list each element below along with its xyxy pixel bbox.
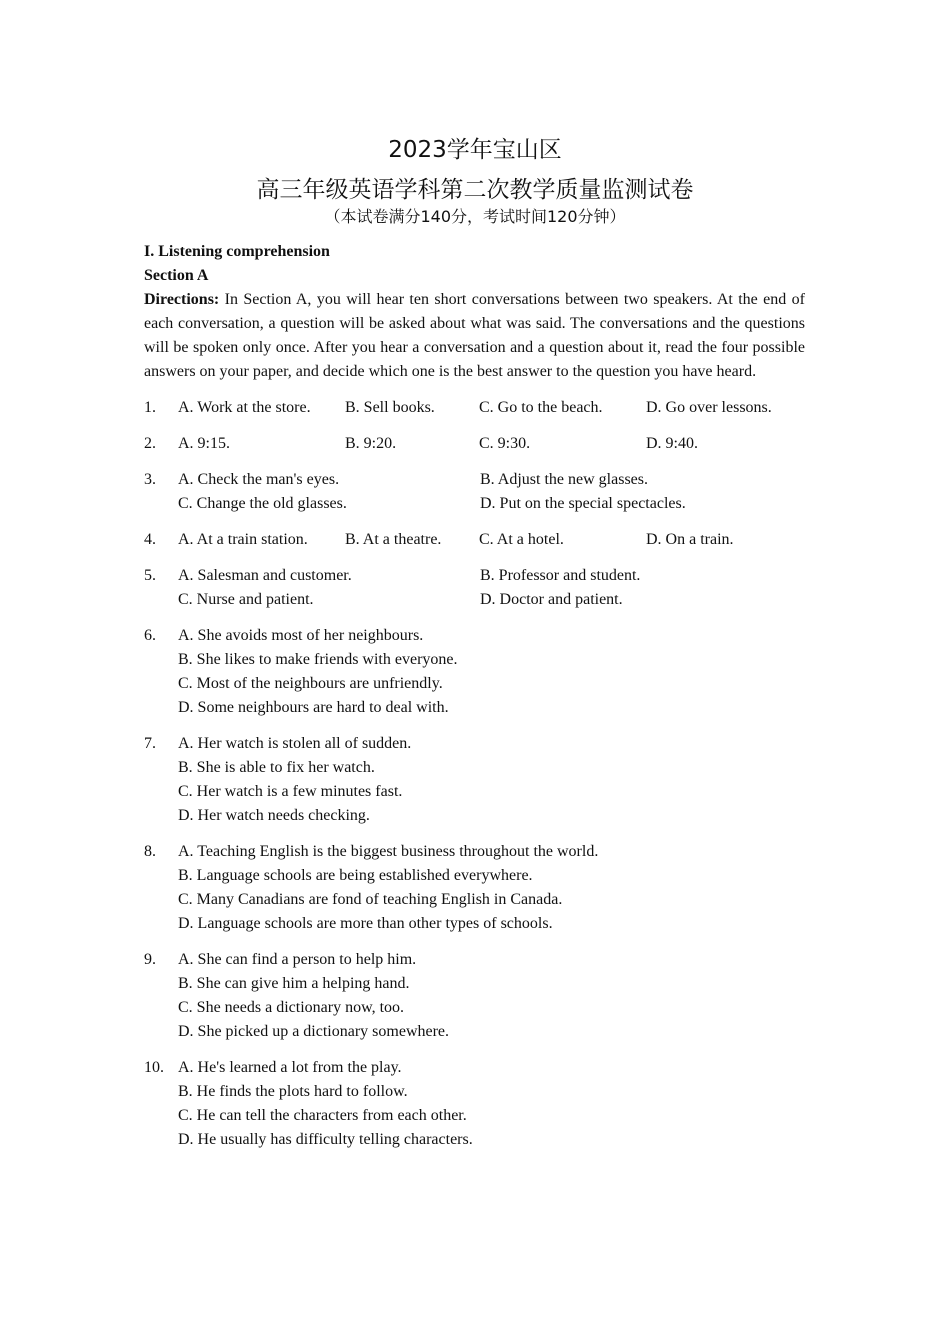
section-title: Section A [144,267,209,284]
exam-title-line1: 2023学年宝山区 [388,137,562,163]
option-c: C. Her watch is a few minutes fast. [178,783,403,800]
exam-subtitle: （本试卷满分140分，考试时间120分钟） [324,207,626,226]
option-b: B. Language schools are being established everywhere. [178,867,533,884]
question-10 [144,1056,805,1152]
question-number: 2. [144,435,156,452]
option-b: B. She is able to fix her watch. [178,759,375,776]
option-b: B. She likes to make friends with everyone. [178,651,458,668]
directions-label: Directions: [144,291,220,308]
option-a: A. At a train station. [178,531,308,548]
question-7 [144,732,805,828]
directions [144,288,805,384]
question-number: 7. [144,735,156,752]
option-d: D. Put on the special spectacles. [480,495,686,512]
question-number: 4. [144,531,156,548]
option-a: A. She avoids most of her neighbours. [178,627,424,644]
question-1 [144,396,805,420]
option-b: B. He finds the plots hard to follow. [178,1083,408,1100]
part-title: I. Listening comprehension [144,243,330,260]
option-d: D. She picked up a dictionary somewhere. [178,1023,450,1040]
option-a: A. 9:15. [178,435,230,452]
question-number: 1. [144,399,156,416]
option-c: C. Go to the beach. [479,399,603,416]
option-a: A. Check the man's eyes. [178,471,340,488]
option-d: D. Language schools are more than other types of schools. [178,915,553,932]
question-5 [144,564,805,612]
option-b: B. Professor and student. [480,567,641,584]
question-6 [144,624,805,720]
option-d: D. Go over lessons. [646,399,772,416]
option-a: A. Teaching English is the biggest business throughout the world. [178,843,599,860]
option-d: D. Doctor and patient. [480,591,623,608]
question-number: 6. [144,627,156,644]
question-2 [144,432,805,456]
option-c: C. At a hotel. [479,531,564,548]
option-b: B. At a theatre. [345,531,442,548]
option-d: D. 9:40. [646,435,698,452]
option-a: A. Her watch is stolen all of sudden. [178,735,412,752]
question-number: 9. [144,951,156,968]
option-a: A. She can find a person to help him. [178,951,417,968]
exam-body [144,240,805,1152]
option-b: B. Adjust the new glasses. [480,471,648,488]
question-3 [144,468,805,516]
option-d: D. Some neighbours are hard to deal with. [178,699,449,716]
option-a: A. He's learned a lot from the play. [178,1059,402,1076]
directions-text: In Section A, you will hear ten short conversations between two speakers. At the end of each conversation, a question will be asked about what was said. The conversations and the questions will be spoken only once. After you hear a conversation and a question about it, read the four possible answers on your paper, and decide which one is the best answer to the question you have heard. [144,291,805,380]
question-number: 3. [144,471,156,488]
option-a: A. Work at the store. [178,399,311,416]
option-c: C. He can tell the characters from each other. [178,1107,467,1124]
question-number: 10. [144,1059,164,1076]
option-c: C. Change the old glasses. [178,495,347,512]
option-d: D. Her watch needs checking. [178,807,370,824]
option-c: C. She needs a dictionary now, too. [178,999,405,1016]
question-8 [144,840,805,936]
question-number: 5. [144,567,156,584]
exam-title-line2: 高三年级英语学科第二次教学质量监测试卷 [256,177,694,203]
option-a: A. Salesman and customer. [178,567,352,584]
option-c: C. Most of the neighbours are unfriendly. [178,675,443,692]
option-c: C. Many Canadians are fond of teaching English in Canada. [178,891,563,908]
option-b: B. She can give him a helping hand. [178,975,410,992]
question-number: 8. [144,843,156,860]
question-9 [144,948,805,1044]
question-4 [144,528,805,552]
option-d: D. On a train. [646,531,734,548]
option-b: B. 9:20. [345,435,397,452]
option-c: C. 9:30. [479,435,531,452]
option-c: C. Nurse and patient. [178,591,314,608]
option-b: B. Sell books. [345,399,435,416]
option-d: D. He usually has difficulty telling characters. [178,1131,473,1148]
